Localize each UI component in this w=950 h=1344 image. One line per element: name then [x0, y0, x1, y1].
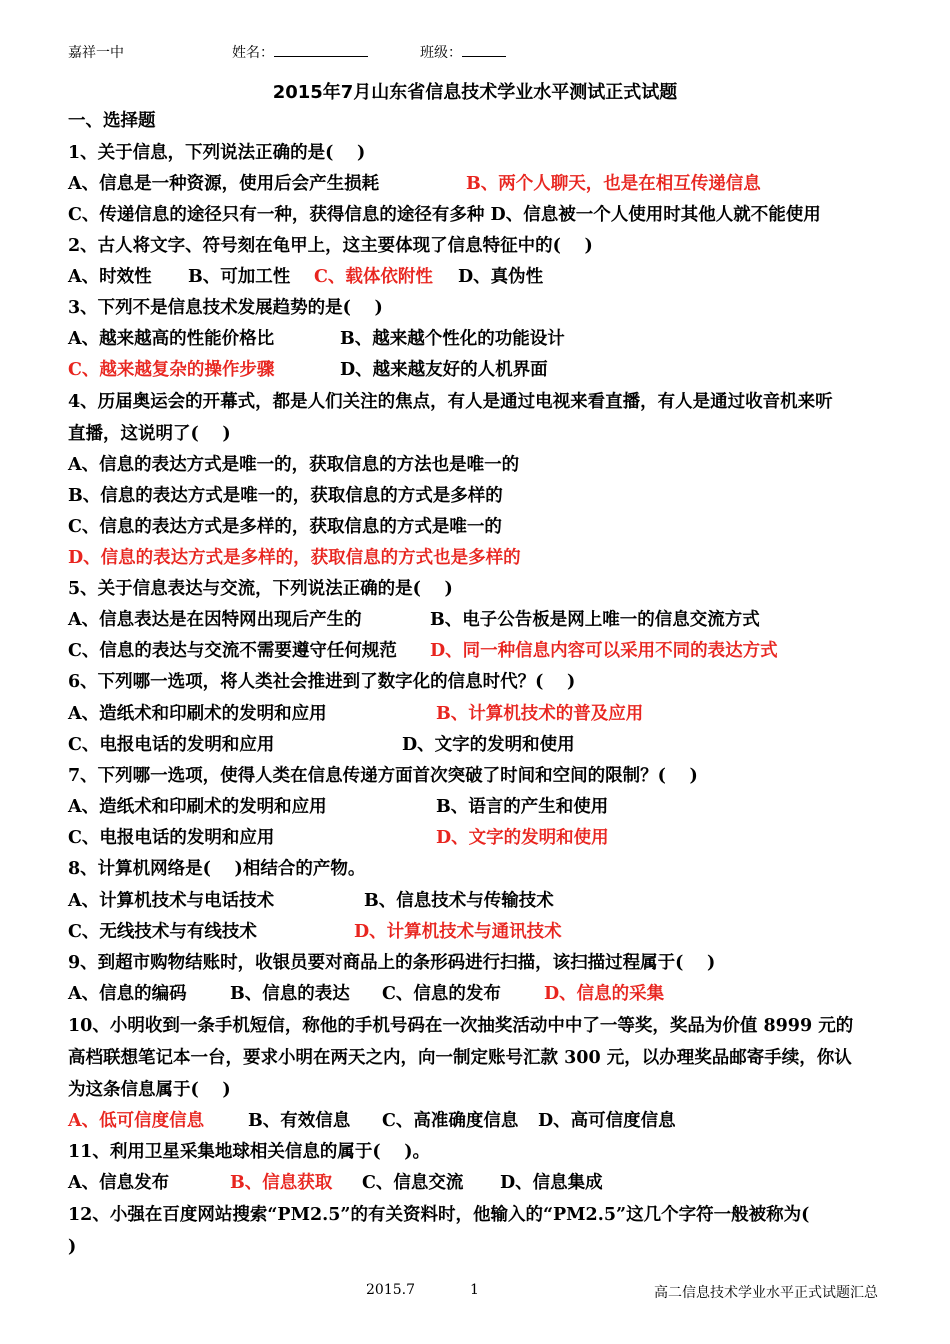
q10-option-d: D、高可信度信息	[538, 1111, 676, 1131]
question-4-line2: 直播，这说明了( )	[68, 424, 231, 444]
q3-option-a: A、越来越高的性能价格比	[68, 329, 275, 349]
footer-title: 高二信息技术学业水平正式试题汇总	[654, 1285, 878, 1301]
footer-page-number: 1	[470, 1282, 479, 1298]
q3-options-row1	[68, 328, 565, 350]
question-12-line2: )	[68, 1237, 77, 1257]
name-blank	[274, 44, 368, 57]
q6-option-a: A、造纸术和印刷术的发明和应用	[68, 704, 327, 724]
question-3: 3、下列不是信息技术发展趋势的是( )	[68, 298, 383, 318]
question-4-line1: 4、历届奥运会的开幕式，都是人们关注的焦点，有人是通过电视来看直播，有人是通过收音机来听	[68, 392, 833, 412]
q11-options	[68, 1172, 603, 1194]
question-6: 6、下列哪一选项，将人类社会推进到了数字化的信息时代？( )	[68, 672, 576, 692]
q5-option-c: C、信息的表达与交流不需要遵守任何规范	[68, 641, 397, 661]
q10-option-a-answer: A、低可信度信息	[68, 1111, 205, 1131]
class-blank	[462, 44, 506, 57]
q9-options	[68, 983, 665, 1005]
question-7: 7、下列哪一选项，使得人类在信息传递方面首次突破了时间和空间的限制？( )	[68, 766, 698, 786]
q8-option-d-answer: D、计算机技术与通讯技术	[354, 922, 562, 942]
q5-option-d-answer: D、同一种信息内容可以采用不同的表达方式	[430, 641, 778, 661]
q11-option-d: D、信息集成	[500, 1173, 603, 1193]
q2-options	[68, 266, 544, 288]
q11-option-c: C、信息交流	[362, 1173, 464, 1193]
q2-option-a: A、时效性	[68, 267, 152, 287]
q6-options-row1	[68, 703, 644, 725]
q7-option-b: B、语言的产生和使用	[436, 797, 609, 817]
question-5: 5、关于信息表达与交流，下列说法正确的是( )	[68, 579, 453, 599]
footer-date: 2015.7	[366, 1282, 415, 1298]
q9-option-d-answer: D、信息的采集	[544, 984, 665, 1004]
q10-options	[68, 1110, 676, 1132]
question-10-line3: 为这条信息属于( )	[68, 1080, 231, 1100]
q8-option-a: A、计算机技术与电话技术	[68, 891, 275, 911]
q9-option-b: B、信息的表达	[230, 984, 350, 1004]
q5-option-a: A、信息表达是在因特网出现后产生的	[68, 610, 362, 630]
q11-option-b-answer: B、信息获取	[230, 1173, 333, 1193]
q8-option-c: C、无线技术与有线技术	[68, 922, 257, 942]
q7-options-row2	[68, 827, 609, 849]
q3-option-d: D、越来越友好的人机界面	[340, 360, 548, 380]
name-label: 姓名：	[232, 45, 274, 61]
q4-option-b: B、信息的表达方式是唯一的，获取信息的方式是多样的	[68, 486, 503, 506]
class-field	[420, 42, 506, 62]
q6-option-d: D、文字的发明和使用	[402, 735, 575, 755]
question-10-line1: 10、小明收到一条手机短信，称他的手机号码在一次抽奖活动中中了一等奖，奖品为价值 8999 元的	[68, 1016, 854, 1036]
q4-option-a: A、信息的表达方式是唯一的，获取信息的方法也是唯一的	[68, 455, 520, 475]
q7-option-d-answer: D、文字的发明和使用	[436, 828, 609, 848]
q1-option-a: A、信息是一种资源，使用后会产生损耗	[68, 174, 380, 194]
q10-option-c: C、高准确度信息	[382, 1111, 519, 1131]
question-2: 2、古人将文字、符号刻在龟甲上，这主要体现了信息特征中的( )	[68, 236, 593, 256]
q5-options-row2	[68, 640, 778, 662]
q6-option-b-answer: B、计算机技术的普及应用	[436, 704, 644, 724]
q9-option-c: C、信息的发布	[382, 984, 501, 1004]
class-label: 班级：	[420, 45, 462, 61]
q11-option-a: A、信息发布	[68, 1173, 170, 1193]
q6-option-c: C、电报电话的发明和应用	[68, 735, 275, 755]
name-field	[232, 42, 368, 62]
q3-option-c-answer: C、越来越复杂的操作步骤	[68, 360, 275, 380]
question-12-line1: 12、小强在百度网站搜索“PM2.5”的有关资料时，他输入的“PM2.5”这几个字符一般被称为(	[68, 1205, 810, 1225]
q7-option-a: A、造纸术和印刷术的发明和应用	[68, 797, 327, 817]
q3-options-row2	[68, 359, 548, 381]
q5-option-b: B、电子公告板是网上唯一的信息交流方式	[430, 610, 760, 630]
q5-options-row1	[68, 609, 760, 631]
page-title: 2015年7月山东省信息技术学业水平测试正式试题	[272, 82, 678, 103]
section-heading: 一、选择题	[68, 111, 156, 131]
q2-option-d: D、真伪性	[458, 267, 544, 287]
q7-options-row1	[68, 796, 609, 818]
q4-option-c: C、信息的表达方式是多样的，获取信息的方式是唯一的	[68, 517, 502, 537]
question-9: 9、到超市购物结账时，收银员要对商品上的条形码进行扫描，该扫描过程属于( )	[68, 953, 716, 973]
question-8: 8、计算机网络是( )相结合的产物。	[68, 859, 366, 879]
q6-options-row2	[68, 734, 575, 756]
q1-options-row1	[68, 173, 761, 195]
q4-option-d-answer: D、信息的表达方式是多样的，获取信息的方式也是多样的	[68, 548, 521, 568]
q8-options-row1	[68, 890, 554, 912]
q1-option-b-answer: B、两个人聊天，也是在相互传递信息	[466, 174, 761, 194]
q2-option-b: B、可加工性	[188, 267, 291, 287]
q7-option-c: C、电报电话的发明和应用	[68, 828, 275, 848]
q10-option-b: B、有效信息	[248, 1111, 351, 1131]
q2-option-c-answer: C、载体依附性	[314, 267, 433, 287]
q9-option-a: A、信息的编码	[68, 984, 187, 1004]
question-10-line2: 高档联想笔记本一台，要求小明在两天之内，向一制定账号汇款 300 元，以办理奖品邮寄手续，你认	[68, 1048, 852, 1068]
school-name: 嘉祥一中	[68, 45, 124, 61]
question-11: 11、利用卫星采集地球相关信息的属于( )。	[68, 1142, 431, 1162]
q8-option-b: B、信息技术与传输技术	[364, 891, 554, 911]
question-1: 1、关于信息，下列说法正确的是( )	[68, 143, 366, 163]
q8-options-row2	[68, 921, 562, 943]
q3-option-b: B、越来越个性化的功能设计	[340, 329, 565, 349]
q1-options-row2: C、传递信息的途径只有一种，获得信息的途径有多种 D、信息被一个人使用时其他人就不能使用	[68, 205, 821, 225]
